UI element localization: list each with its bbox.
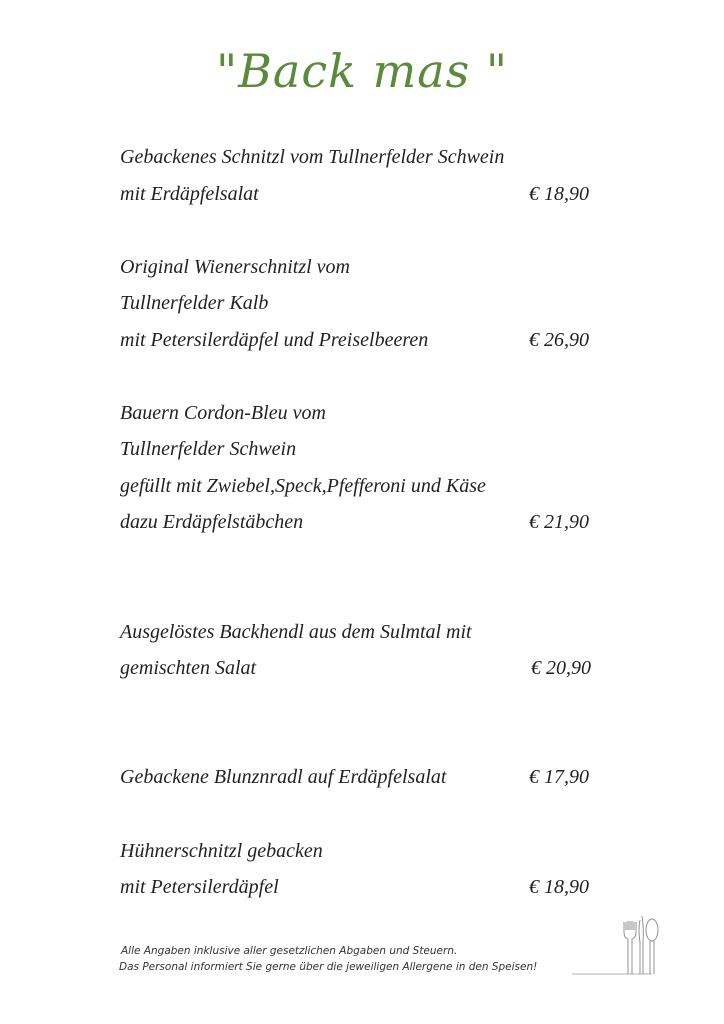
menu-item-line: dazu Erdäpfelstäbchen (120, 511, 304, 533)
menu-item-line: mit Petersilerdäpfel und Preiselbeeren (120, 329, 429, 351)
menu-item-line: Bauern Cordon-Bleu vom (120, 402, 326, 424)
menu-item-price: € 17,90 (529, 766, 589, 788)
menu-item-price: € 18,90 (529, 876, 589, 898)
menu-item-line: gefüllt mit Zwiebel,Speck,Pfefferoni und Käse (120, 475, 486, 497)
menu-item-line: Hühnerschnitzl gebacken (120, 840, 323, 862)
cutlery-icon (570, 912, 670, 982)
menu-item-price: € 20,90 (531, 657, 591, 679)
menu-item-line: Gebackene Blunznradl auf Erdäpfelsalat (120, 766, 447, 788)
footer-note-taxes: Alle Angaben inklusive aller gesetzlichen Abgaben und Steuern. (121, 945, 458, 957)
menu-title: "Back mas " (215, 44, 509, 98)
menu-item-line: mit Petersilerdäpfel (120, 876, 279, 898)
menu-item-line: Tullnerfelder Kalb (120, 292, 269, 314)
menu-item-price: € 18,90 (529, 183, 589, 205)
menu-item-line: Gebackenes Schnitzl vom Tullnerfelder Schwein (120, 146, 505, 168)
menu-item-price: € 26,90 (529, 329, 589, 351)
menu-item-line: mit Erdäpfelsalat (120, 183, 259, 205)
menu-item-line: gemischten Salat (120, 657, 257, 679)
menu-item-line: Tullnerfelder Schwein (120, 438, 297, 460)
menu-item-line: Ausgelöstes Backhendl aus dem Sulmtal mit (120, 621, 472, 643)
footer-note-allergens: Das Personal informiert Sie gerne über die jeweiligen Allergene in den Speisen! (119, 961, 538, 973)
menu-item-line: Original Wienerschnitzl vom (120, 256, 350, 278)
menu-item-price: € 21,90 (529, 511, 589, 533)
